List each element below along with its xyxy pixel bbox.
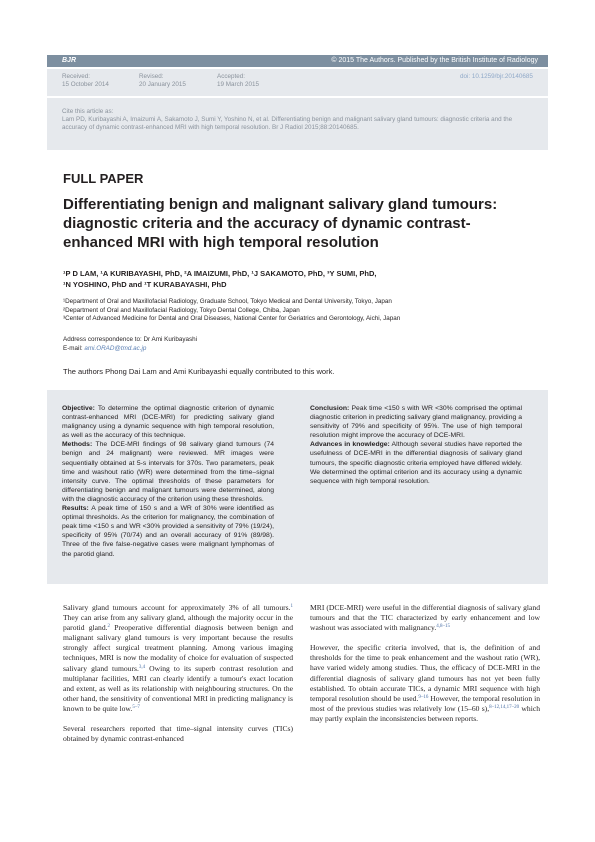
cite-text: Lam PD, Kuribayashi A, Imaizumi A, Sakamoto J, Sumi Y, Yoshino N, et al. Differentiating benign and malignant salivary gland tumours: diagnostic criteria and the accuracy of dynamic contrast-enhanced MRI with high temporal resolution. Br J Radiol 2015;88:20140685.	[62, 116, 513, 131]
citation-box	[47, 98, 548, 150]
affiliation-3: ³Center of Advanced Medicine for Dental and Oral Diseases, National Center for Geriatrics and Gerontology, Aichi, Japan	[63, 315, 401, 323]
affiliations	[63, 298, 513, 324]
abstract-objective: Objective: To determine the optimal diagnostic criterion of dynamic contrast-enhanced MRI (DCE-MRI) for predicting salivary gland malignancy using a dynamic sequence with high temporal resolution, as well as the accuracy of this technique.	[62, 405, 274, 440]
abstract-methods: Methods: The DCE-MRI findings of 98 salivary gland tumours (74 benign and 24 malignant) were reviewed. MR images were sequentially obtained at 5-s intervals for 370s. Two parameters, peak time and washout ratio (WR) were determined from the time–signal intensity curve. The optimal thresholds of these parameters for differentiating benign and malignant tumours were determined, along with the diagnostic accuracy of the criterion using these thresholds.	[62, 441, 274, 503]
body-paragraph-3: MRI (DCE-MRI) were useful in the differential diagnosis of salivary gland tumours and that the TIC characterized by early enhancement and low washout was associated with malignancy.$^{4,8-15}$	[310, 603, 540, 633]
dates-bar	[47, 69, 548, 96]
affiliation-2: ²Department of Oral and Maxillofacial Radiology, Tokyo Dental College, Chiba, Japan	[63, 306, 300, 314]
body-paragraph-4: However, the specific criteria involved, that is, the definition of and thresholds for the time to peak enhancement and the washout ratio (WR), have varied widely among studies. Thus, the efficacy of DCE-MRI in the differential diagnosis of salivary gland tumours has not yet been fully established. To obtain accurate TICs, a dynamic MRI sequence with high temporal resolution should be used.$^{9-16}$ However, the temporal resolution in most of the previous studies was relatively low (15–60 s),$^{8-12,14,17-20}$ which may partly explain the inconsistencies between reports.	[310, 643, 540, 723]
author-list: ¹P D LAM, ¹A KURIBAYASHI, PhD, ²A IMAIZUMI, PhD, ¹J SAKAMOTO, PhD, ³Y SUMI, PhD, ¹N YOSHINO, PhD and ¹T KURABAYASHI, PhD	[63, 269, 377, 289]
cite-label: Cite this article as:	[62, 108, 114, 115]
abstract-conclusion: Conclusion: Peak time <150 s with WR <30% comprised the optimal diagnostic criterion in predicting salivary gland malignancy, providing a sensitivity of 79% and specificity of 95%. The use of high temporal resolution might improve the accuracy of DCE-MRI.	[310, 405, 522, 440]
body-paragraph-2: Several researchers reported that time–signal intensity curves (TICs) obtained by dynamic contrast-enhanced	[63, 724, 293, 744]
correspondence: Address correspondence to: Dr Ami Kuribayashi E-mail: ami.ORAD@tmd.ac.jp	[63, 336, 198, 352]
abstract-results: Results: A peak time of 150 s and a WR of 30% were identified as optimal thresholds. As the criterion for malignancy, the combination of peak time <150 s and WR <30% provided a sensitivity of 79% (19/24), specificity of 95% (70/74) and an overall accuracy of 91% (89/98). Three of the five false-negative cases were malignant lymphomas of the parotid gland.	[62, 505, 274, 558]
abstract-right-column	[310, 404, 522, 486]
accepted-date: Accepted: 19 March 2015	[217, 73, 260, 88]
abstract-advances: Advances in knowledge: Although several studies have reported the usefulness of DCE-MRI in the differential diagnosis of salivary gland tumours, the specific diagnostic criteria employed have differed widely. We determined the optimal criterion and its accuracy using a dynamic sequence with high temporal resolution.	[310, 441, 522, 485]
copyright-notice: © 2015 The Authors. Published by the British Institute of Radiology	[331, 57, 538, 64]
doi-link[interactable]: doi: 10.1259/bjr.20140685	[460, 73, 533, 80]
email-link[interactable]: ami.ORAD@tmd.ac.jp	[84, 345, 147, 352]
revised-date: Revised: 20 January 2015	[139, 73, 186, 88]
body-left-column	[63, 603, 293, 754]
abstract-box	[47, 390, 548, 584]
body-paragraph-1: Salivary gland tumours account for approximately 3% of all tumours.$^1$ They can arise from any salivary gland, although the majority occur in the parotid gland.$^2$ Preoperative differential diagnosis between benign and malignant salivary gland tumours is very important because the results strongly affect surgical treatment planning. Among various imaging techniques, MRI is now the modality of choice for evaluation of suspected salivary gland tumours.$^{3,4}$ Owing to its superb contrast resolution and multiplanar facilities, MRI can clearly identify a tumour's exact location and extent, as well as its relationship with neighbouring structures. On the other hand, the sensitivity of conventional MRI in predicting malignancy is known to be quite low.$^{5-7}$	[63, 603, 293, 713]
abstract-left-column	[62, 404, 274, 559]
journal-header-bar	[47, 55, 548, 67]
equal-contribution-note: The authors Phong Dai Lam and Ami Kuribayashi equally contributed to this work.	[63, 367, 335, 376]
paper-type: FULL PAPER	[63, 171, 144, 186]
journal-name: BJR	[62, 57, 77, 64]
affiliation-1: ¹Department of Oral and Maxillofacial Radiology, Graduate School, Tokyo Medical and Dental University, Tokyo, Japan	[63, 298, 392, 305]
received-date: Received: 15 October 2014	[62, 73, 109, 88]
body-right-column	[310, 603, 540, 734]
paper-title: Differentiating benign and malignant salivary gland tumours: diagnostic criteria and the accuracy of dynamic contrast-enhanced MRI with high temporal resolution	[63, 196, 498, 251]
